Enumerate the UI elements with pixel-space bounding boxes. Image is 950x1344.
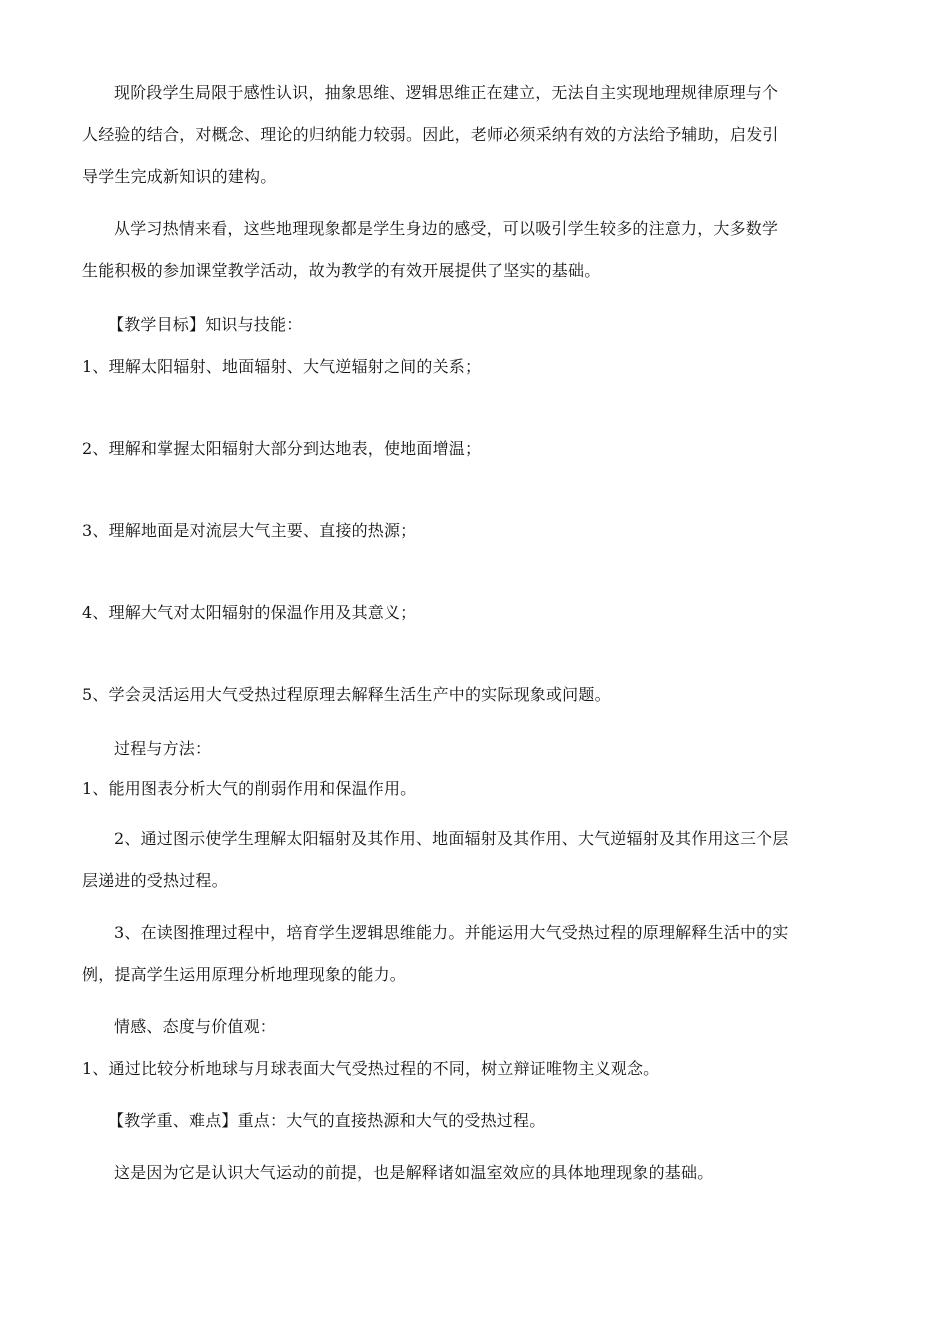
process-item-3-line-2: 例，提高学生运用原理分析地理现象的能力。	[82, 965, 407, 984]
knowledge-item-4: 4、理解大气对太阳辐射的保温作用及其意义；	[82, 603, 417, 622]
values-heading: 情感、态度与价值观：	[114, 1017, 277, 1036]
process-item-2-line-1: 2、通过图示使学生理解太阳辐射及其作用、地面辐射及其作用、大气逆辐射及其作用这三个层	[114, 829, 789, 848]
knowledge-item-3: 3、理解地面是对流层大气主要、直接的热源；	[82, 521, 417, 540]
paragraph-1-line-3: 导学生完成新知识的建构。	[82, 167, 277, 186]
paragraph-1-line-2: 人经验的结合，对概念、理论的归纳能力较弱。因此，老师必须采纳有效的方法给予辅助，启发引	[82, 125, 779, 144]
process-item-1: 1、能用图表分析大气的削弱作用和保温作用。	[82, 779, 417, 798]
values-item-1: 1、通过比较分析地球与月球表面大气受热过程的不同，树立辩证唯物主义观念。	[82, 1059, 660, 1078]
paragraph-2-line-2: 生能积极的参加课堂教学活动，故为教学的有效开展提供了坚实的基础。	[82, 261, 601, 280]
process-item-3-line-1: 3、在读图推理过程中，培育学生逻辑思维能力。并能运用大气受热过程的原理解释生活中的实	[114, 923, 789, 942]
knowledge-item-2: 2、理解和掌握太阳辐射大部分到达地表，使地面增温；	[82, 439, 482, 458]
key-points: 【教学重、难点】重点：大气的直接热源和大气的受热过程。	[108, 1111, 546, 1130]
knowledge-item-1: 1、理解太阳辐射、地面辐射、大气逆辐射之间的关系；	[82, 357, 482, 376]
key-points-reason: 这是因为它是认识大气运动的前提，也是解释诸如温室效应的具体地理现象的基础。	[114, 1163, 714, 1182]
process-heading: 过程与方法：	[114, 739, 212, 758]
paragraph-2-line-1: 从学习热情来看，这些地理现象都是学生身边的感受，可以吸引学生较多的注意力，大多数学	[114, 219, 779, 238]
teaching-goals-heading: 【教学目标】知识与技能：	[108, 315, 303, 334]
paragraph-1-line-1: 现阶段学生局限于感性认识，抽象思维、逻辑思维正在建立，无法自主实现地理规律原理与个	[114, 83, 779, 102]
knowledge-item-5: 5、学会灵活运用大气受热过程原理去解释生活生产中的实际现象或问题。	[82, 685, 611, 704]
process-item-2-line-2: 层递进的受热过程。	[82, 871, 228, 890]
